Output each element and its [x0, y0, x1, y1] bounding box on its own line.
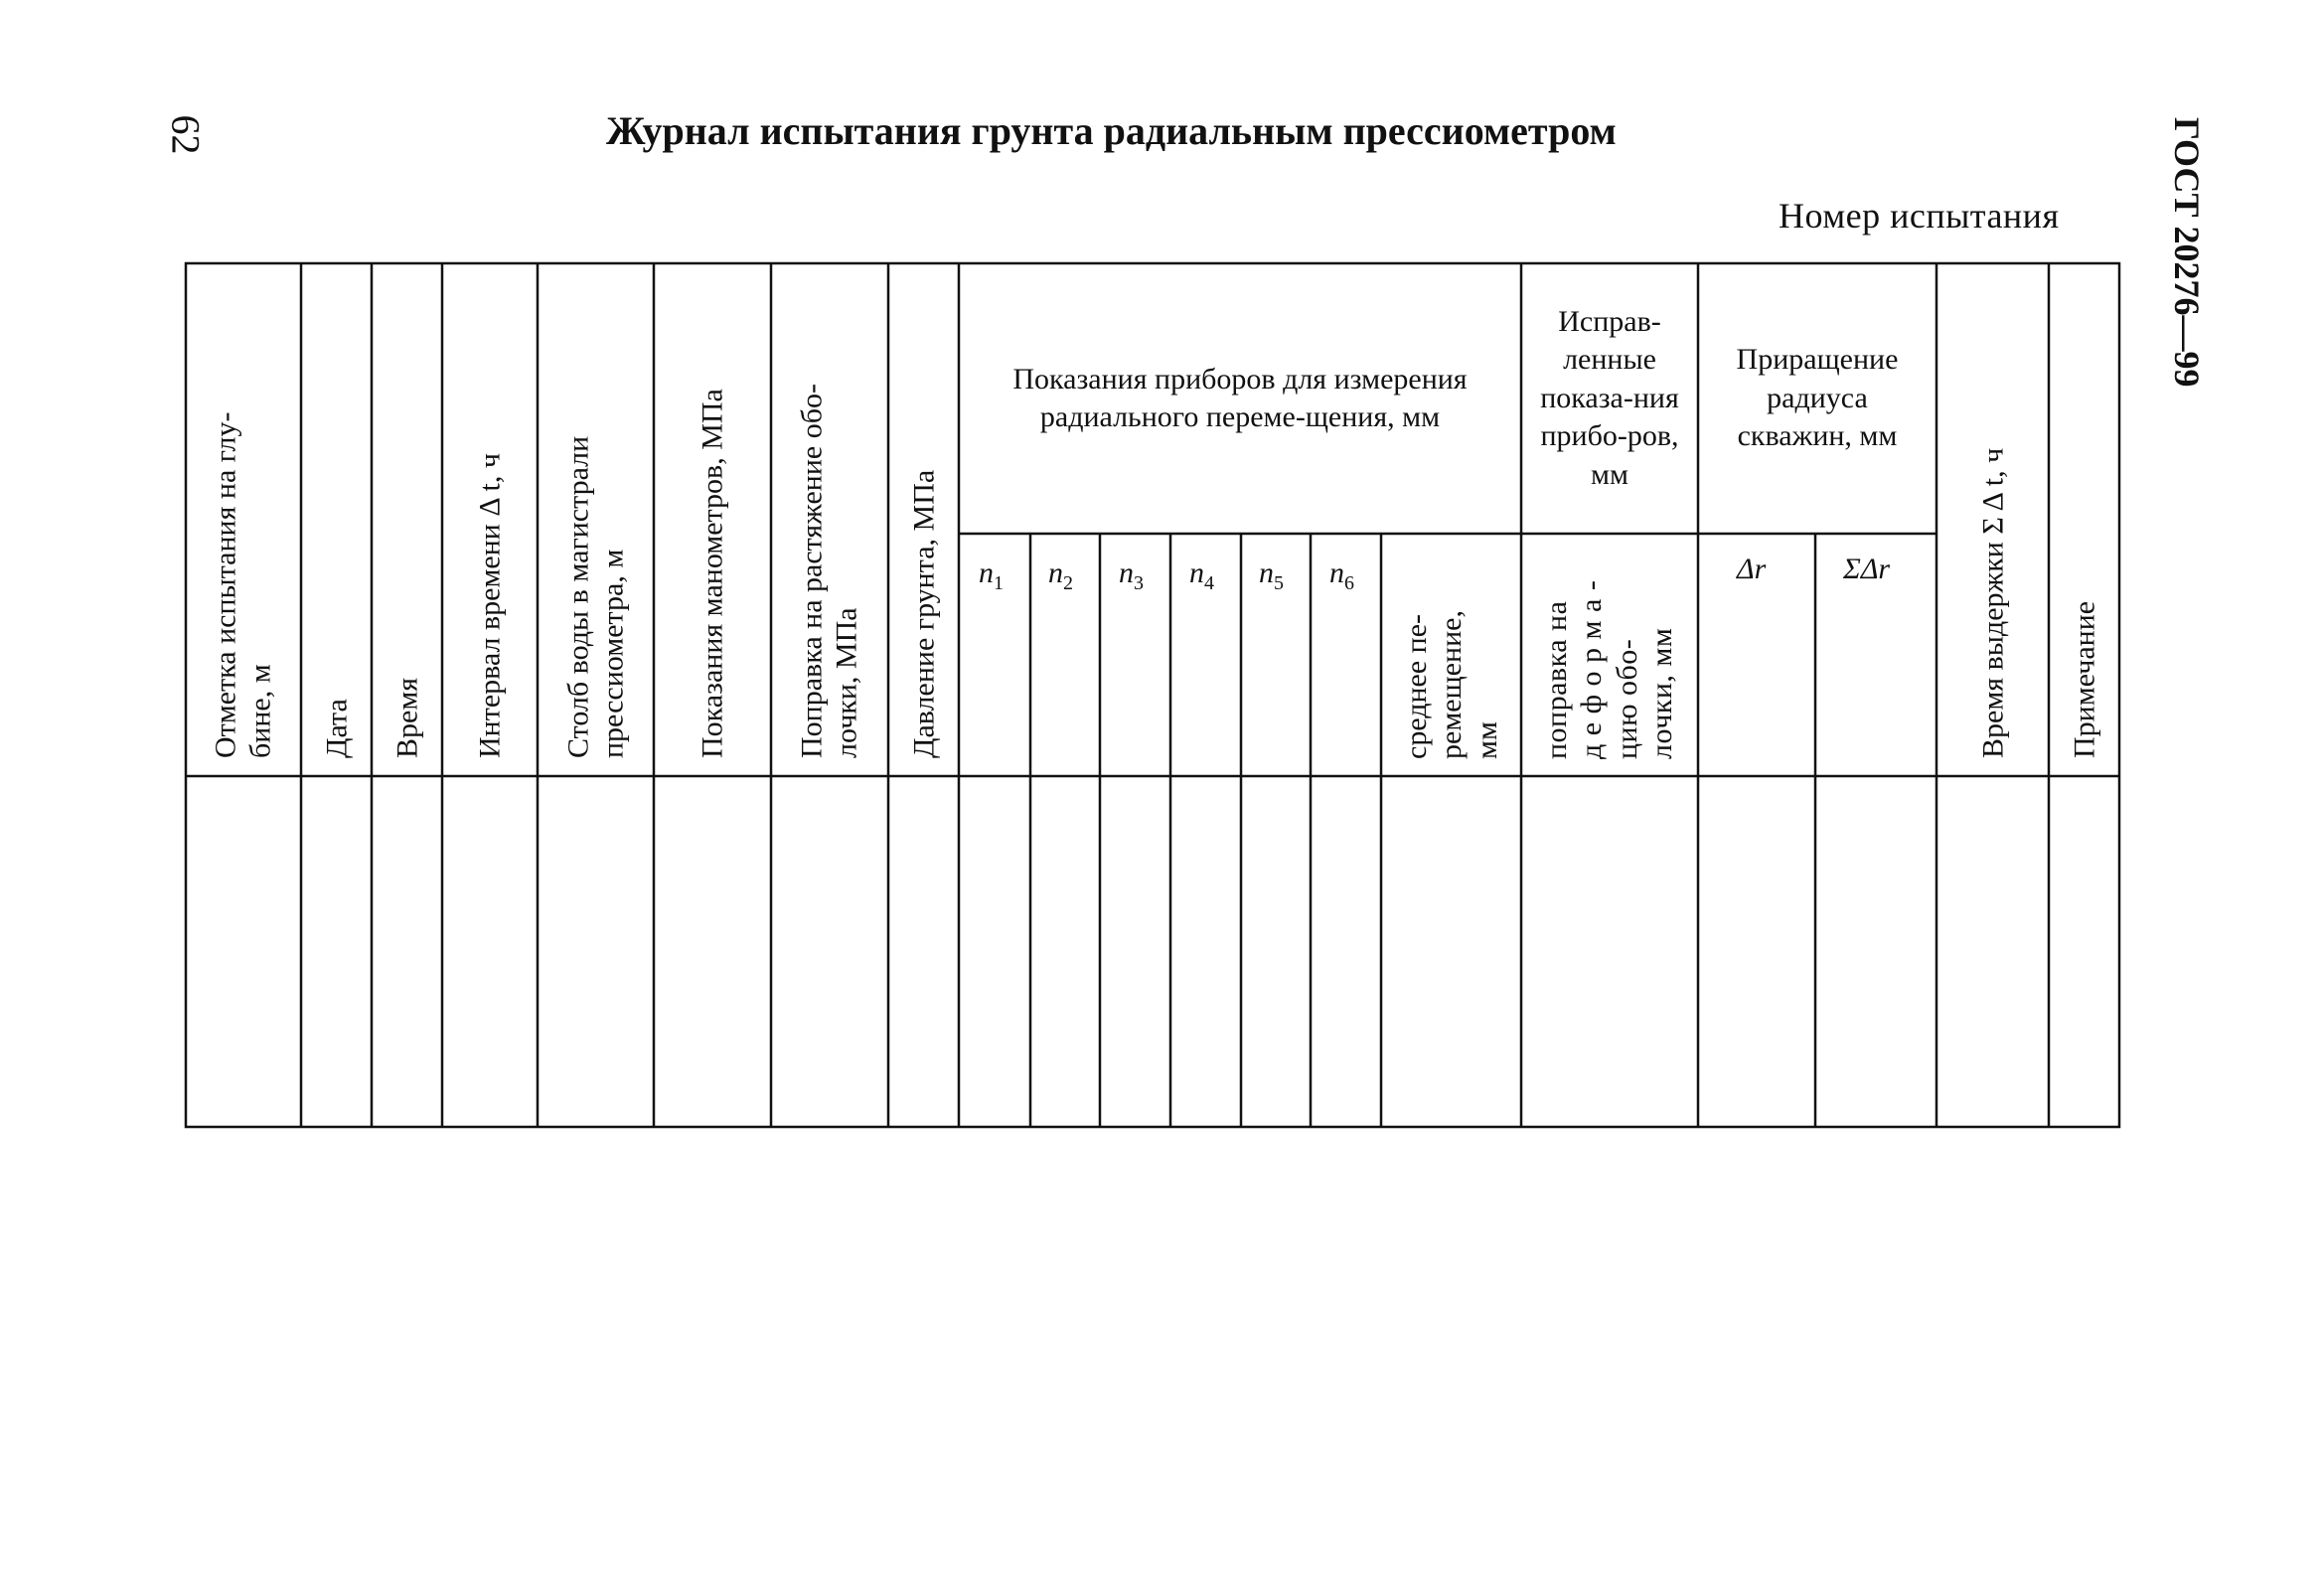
col-note: Примечание [2067, 600, 2100, 758]
col-n5: $n_5$ [1259, 556, 1284, 594]
col-n1: $n_1$ [979, 556, 1004, 594]
page-title: Журнал испытания грунта радиальным прессиометром [606, 108, 1617, 153]
col-time-interval: Интервал времени Δ t, ч [473, 453, 507, 758]
col-mean-displacement: среднее пе- ремещение, мм [1399, 610, 1503, 759]
col-holding-time: Время выдержки Σ Δ t, ч [1975, 447, 2009, 758]
col-n6: $n_6$ [1329, 556, 1354, 594]
col-depth-mark: Отметка испытания на глу- бине, м [209, 411, 277, 758]
col-water-column: Столб воды в магистрали прессиометра, м [561, 435, 630, 758]
group-corrected-readings: Исправ-ленные показа-ния прибо-ров, мм [1540, 305, 1679, 491]
col-manometer: Показания манометров, МПа [696, 389, 729, 758]
col-n4: $n_4$ [1189, 556, 1214, 594]
col-sum-delta-r: ΣΔr [1843, 553, 1891, 585]
col-date: Дата [319, 699, 353, 758]
col-soil-pressure: Давление грунта, МПа [906, 469, 940, 758]
page-number: 62 [163, 114, 209, 155]
test-number-label: Номер испытания [1779, 196, 2060, 236]
standard-code: ГОСТ 20276—99 [2167, 117, 2207, 388]
col-n3: $n_3$ [1119, 556, 1144, 594]
group-instrument-readings: Показания приборов для измерения радиального переме-щения, мм [1012, 362, 1468, 433]
col-shell-correction: Поправка на растяжение обо- лочки, МПа [795, 384, 863, 758]
col-time: Время [389, 677, 423, 758]
col-deformation-correction: поправка на д е ф о р м а - цию обо- лочки, мм [1540, 579, 1679, 759]
col-n2: $n_2$ [1048, 556, 1073, 594]
group-radius-increment: Приращение радиуса скважин, мм [1736, 343, 1899, 453]
col-delta-r: Δr [1737, 553, 1767, 585]
